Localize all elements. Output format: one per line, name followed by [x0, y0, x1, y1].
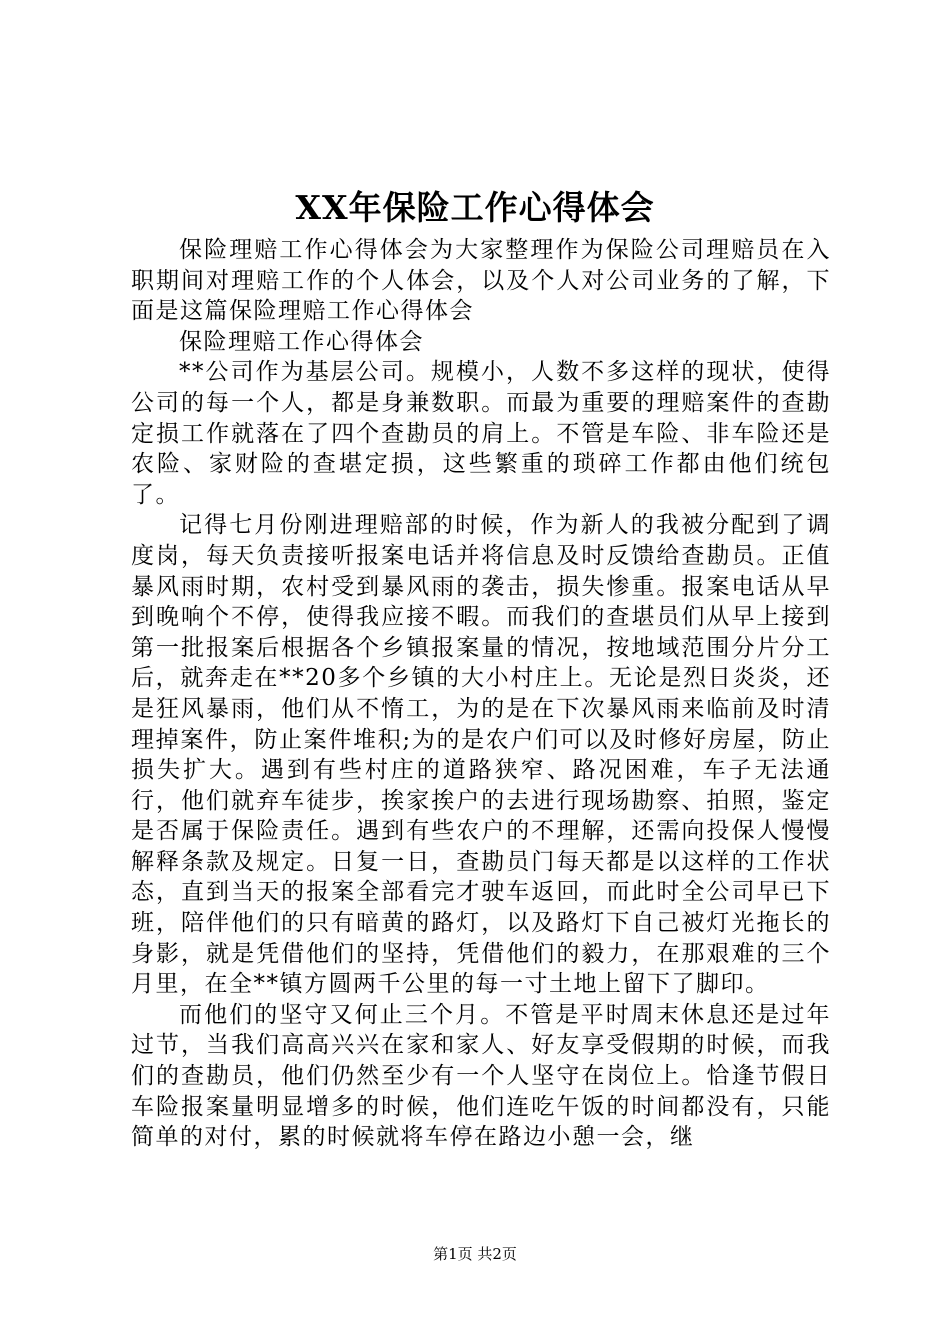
body-paragraph: **公司作为基层公司。规模小，人数不多这样的现状，使得公司的每一个人，都是身兼数职。而最为重要的理赔案件的查勘定损工作就落在了四个查勘员的肩上。不管是车险、非车险还是农险、家财险的查堪定损，这些繁重的琐碎工作都由他们统包了。 — [131, 359, 831, 508]
intro-paragraph: 保险理赔工作心得体会为大家整理作为保险公司理赔员在入职期间对理赔工作的个人体会，以及个人对公司业务的了解，下面是这篇保险理赔工作心得体会 — [131, 237, 831, 325]
document-body — [131, 235, 831, 1153]
body-paragraph: 记得七月份刚进理赔部的时候，作为新人的我被分配到了调度岗，每天负责接听报案电话并将信息及时反馈给查勘员。正值暴风雨时期，农村受到暴风雨的袭击，损失惨重。报案电话从早到晚响个不停，使得我应接不暇。而我们的查堪员们从早上接到第一批报案后根据各个乡镇报案量的情况，按地域范围分片分工后，就奔走在**20多个乡镇的大小村庄上。无论是烈日炎炎，还是狂风暴雨，他们从不惰工，为的是在下次暴风雨来临前及时清理掉案件，防止案件堆积;为的是农户们可以及时修好房屋，防止损失扩大。遇到有些村庄的道路狭窄、路况困难，车子无法通行，他们就弃车徒步，挨家挨户的去进行现场勘察、拍照，鉴定是否属于保险责任。遇到有些农户的不理解，还需向投保人慢慢解释条款及规定。日复一日，查勘员门每天都是以这样的工作状态，直到当天的报案全部看完才驶车返回，而此时全公司早已下班，陪伴他们的只有暗黄的路灯，以及路灯下自己被灯光拖长的身影，就是凭借他们的坚持，凭借他们的毅力，在那艰难的三个月里，在全**镇方圆两千公里的每一寸土地上留下了脚印。 — [131, 512, 831, 998]
body-paragraph: 而他们的坚守又何止三个月。不管是平时周末休息还是过年过节，当我们高高兴兴在家和家人、好友享受假期的时候，而我们的查勘员，他们仍然至少有一个人坚守在岗位上。恰逢节假日车险报案量明显增多的时候，他们连吃午饭的时间都没有，只能简单的对付，累的时候就将车停在路边小憩一会，继 — [131, 1001, 831, 1151]
document-title: XX年保险工作心得体会 — [295, 188, 655, 227]
section-heading: 保险理赔工作心得体会 — [179, 328, 424, 355]
page-footer: 第1页 共2页 — [433, 1245, 517, 1263]
